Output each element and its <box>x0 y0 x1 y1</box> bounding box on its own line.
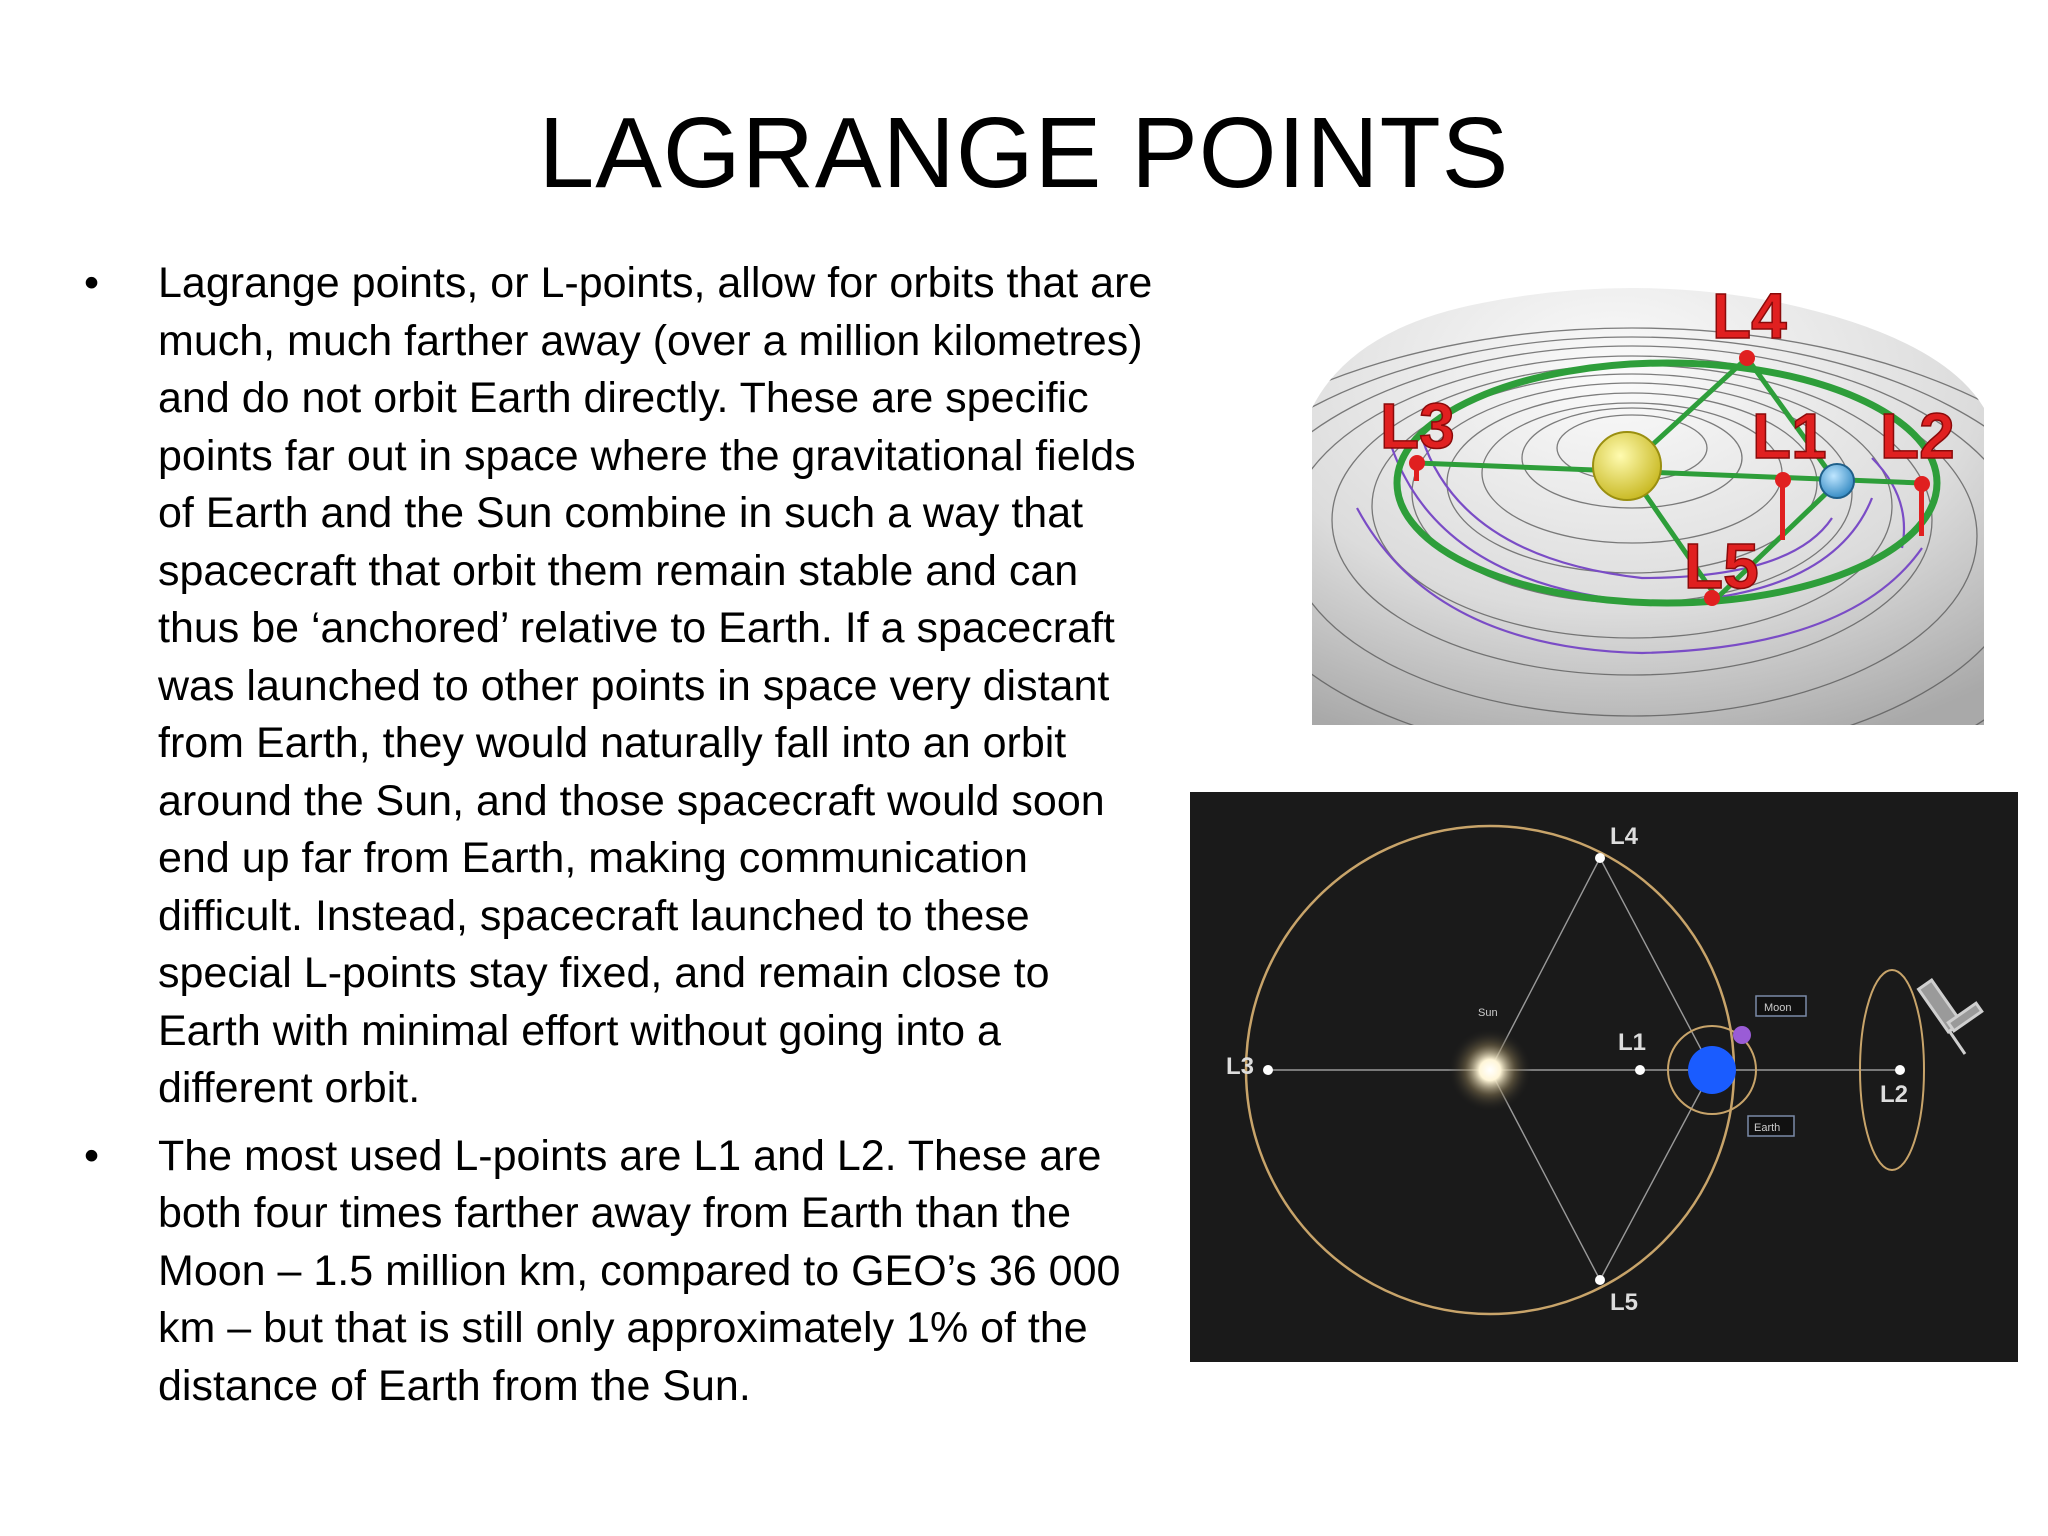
lagrange-potential-figure <box>1312 258 1984 725</box>
bullet-list <box>84 255 1164 1415</box>
sun-sphere <box>1593 432 1661 500</box>
diagram-background <box>1190 792 2018 1362</box>
label-l3: L3 <box>1226 1053 1255 1080</box>
bullet-text: The most used L-points are L1 and L2. These are both four times farther away from Earth than the Moon – 1.5 million km, compared to GEO’s 36 000 km – but that is still only approximately 1% of the distance of Earth from the Sun. <box>158 1131 1121 1410</box>
label-l2: L2 <box>1880 1081 1909 1108</box>
label-l5: L5 <box>1684 530 1759 602</box>
bullet-item <box>84 1128 1164 1416</box>
label-l4: L4 <box>1610 823 1639 850</box>
earth-dot <box>1688 1046 1736 1094</box>
bullet-marker: • <box>84 259 100 307</box>
slide-title: LAGRANGE POINTS <box>538 97 1510 209</box>
sun-glow <box>1448 1028 1532 1112</box>
label-l4: L4 <box>1712 280 1787 352</box>
label-l5: L5 <box>1610 1289 1639 1316</box>
bullet-item <box>84 255 1164 1118</box>
label-l1: L1 <box>1752 400 1827 472</box>
label-l2: L2 <box>1880 400 1955 472</box>
moon-dot <box>1733 1026 1751 1044</box>
label-moon: Moon <box>1764 1002 1792 1014</box>
label-l1: L1 <box>1618 1029 1647 1056</box>
bullet-text: Lagrange points, or L-points, allow for orbits that are much, much farther away (over a million kilometres) and do not orbit Earth directly. These are specific points far out in space where the gravitational fields of Earth and the Sun combine in such a way that spacecraft that orbit them remain stable and can thus be ‘anchored’ relative to Earth. If a spacecraft was launched to other points in space very distant from Earth, they would naturally fall into an orbit around the Sun, and those spacecraft would soon end up far from Earth, making communication difficult. Instead, spacecraft launched to these special L-points stay fixed, and remain close to Earth with minimal effort without going into a different orbit. <box>158 259 1153 1112</box>
label-earth: Earth <box>1754 1122 1781 1134</box>
label-sun: Sun <box>1478 1007 1498 1019</box>
bullet-marker: • <box>84 1131 100 1180</box>
label-l3: L3 <box>1380 390 1455 462</box>
lagrange-orbits-figure <box>1190 792 2018 1362</box>
